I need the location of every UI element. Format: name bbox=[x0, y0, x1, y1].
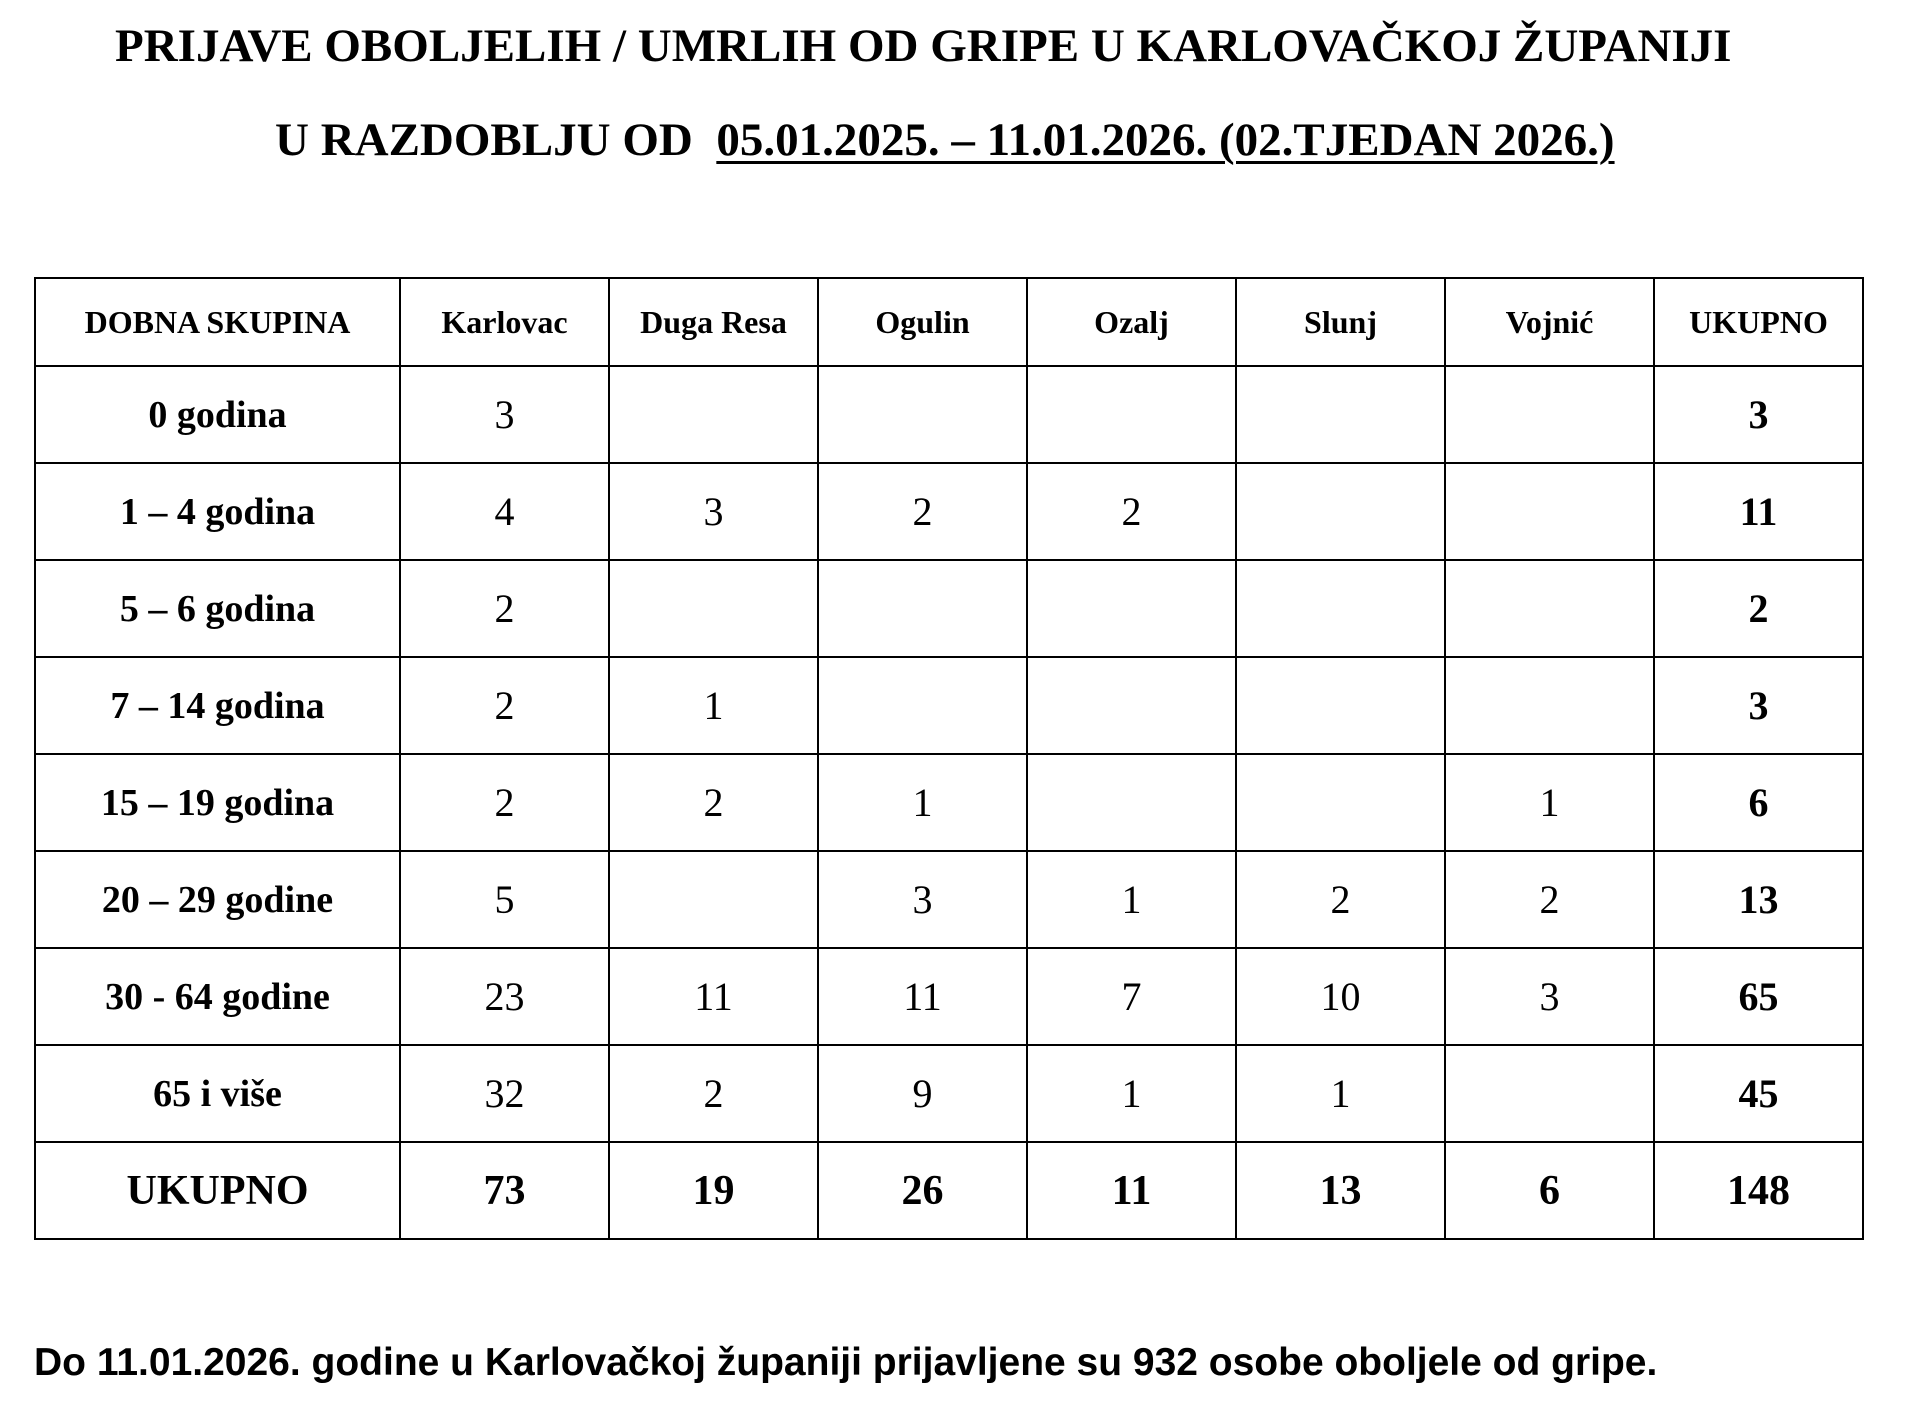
table-cell: 10 bbox=[1236, 948, 1445, 1045]
table-row bbox=[35, 463, 1863, 560]
table-cell bbox=[609, 851, 818, 948]
table-cell bbox=[818, 366, 1027, 463]
column-header: UKUPNO bbox=[1654, 278, 1863, 366]
table-cell: 32 bbox=[400, 1045, 609, 1142]
table-total-row bbox=[35, 1142, 1863, 1239]
table-cell bbox=[1445, 560, 1654, 657]
table-cell: 2 bbox=[400, 560, 609, 657]
table-cell bbox=[1445, 366, 1654, 463]
table-cell: 3 bbox=[609, 463, 818, 560]
age-group-label: 30 - 64 godine bbox=[35, 948, 400, 1045]
table-cell: 9 bbox=[818, 1045, 1027, 1142]
table-cell: 1 bbox=[1236, 1045, 1445, 1142]
column-header-age-group: DOBNA SKUPINA bbox=[35, 278, 400, 366]
table-cell: 1 bbox=[1445, 754, 1654, 851]
table-cell: 11 bbox=[609, 948, 818, 1045]
table-cell: 3 bbox=[1445, 948, 1654, 1045]
table-cell bbox=[1236, 366, 1445, 463]
table-cell: 3 bbox=[818, 851, 1027, 948]
column-header: Ozalj bbox=[1027, 278, 1236, 366]
table-cell: 2 bbox=[609, 1045, 818, 1142]
row-total-cell: 45 bbox=[1654, 1045, 1863, 1142]
table-cell: 5 bbox=[400, 851, 609, 948]
table-cell bbox=[818, 657, 1027, 754]
total-cell: 73 bbox=[400, 1142, 609, 1239]
table-row bbox=[35, 851, 1863, 948]
row-total-cell: 6 bbox=[1654, 754, 1863, 851]
table-cell: 7 bbox=[1027, 948, 1236, 1045]
total-cell: 13 bbox=[1236, 1142, 1445, 1239]
row-total-cell: 3 bbox=[1654, 366, 1863, 463]
table-row bbox=[35, 1045, 1863, 1142]
table-row bbox=[35, 366, 1863, 463]
table-cell bbox=[1236, 463, 1445, 560]
total-cell: 26 bbox=[818, 1142, 1027, 1239]
column-header: Vojnić bbox=[1445, 278, 1654, 366]
table-cell: 2 bbox=[400, 754, 609, 851]
table-cell bbox=[1445, 657, 1654, 754]
flu-cases-table bbox=[34, 277, 1864, 1240]
age-group-label: 15 – 19 godina bbox=[35, 754, 400, 851]
age-group-label: 5 – 6 godina bbox=[35, 560, 400, 657]
flu-cases-table-container bbox=[34, 277, 1864, 1240]
total-cell: 11 bbox=[1027, 1142, 1236, 1239]
table-row bbox=[35, 754, 1863, 851]
reporting-period: 05.01.2025. – 11.01.2026. (02.TJEDAN 2026.) bbox=[716, 114, 1615, 166]
table-cell: 1 bbox=[609, 657, 818, 754]
row-total-cell: 11 bbox=[1654, 463, 1863, 560]
table-header-row bbox=[35, 278, 1863, 366]
row-total-cell: 3 bbox=[1654, 657, 1863, 754]
table-cell bbox=[1027, 754, 1236, 851]
table-row bbox=[35, 948, 1863, 1045]
total-cell: 148 bbox=[1654, 1142, 1863, 1239]
column-header: Ogulin bbox=[818, 278, 1027, 366]
table-cell: 2 bbox=[1027, 463, 1236, 560]
table-cell bbox=[1236, 560, 1445, 657]
summary-note: Do 11.01.2026. godine u Karlovačkoj županiji prijavljene su 932 osobe oboljele od gripe. bbox=[34, 1341, 1658, 1384]
age-group-label: 65 i više bbox=[35, 1045, 400, 1142]
table-cell: 2 bbox=[1445, 851, 1654, 948]
table-cell: 2 bbox=[400, 657, 609, 754]
table-cell: 1 bbox=[1027, 851, 1236, 948]
table-cell bbox=[1236, 657, 1445, 754]
column-header: Duga Resa bbox=[609, 278, 818, 366]
table-cell bbox=[1445, 1045, 1654, 1142]
table-cell: 11 bbox=[818, 948, 1027, 1045]
table-cell: 1 bbox=[818, 754, 1027, 851]
table-cell: 1 bbox=[1027, 1045, 1236, 1142]
total-cell: 19 bbox=[609, 1142, 818, 1239]
table-cell bbox=[1027, 366, 1236, 463]
column-header: Slunj bbox=[1236, 278, 1445, 366]
total-row-label: UKUPNO bbox=[35, 1142, 400, 1239]
table-cell bbox=[1445, 463, 1654, 560]
table-cell: 2 bbox=[609, 754, 818, 851]
total-cell: 6 bbox=[1445, 1142, 1654, 1239]
table-cell: 2 bbox=[1236, 851, 1445, 948]
document-subtitle bbox=[275, 114, 1615, 166]
table-cell bbox=[609, 560, 818, 657]
document-title: PRIJAVE OBOLJELIH / UMRLIH OD GRIPE U KARLOVAČKOJ ŽUPANIJI bbox=[115, 20, 1732, 72]
table-body bbox=[35, 366, 1863, 1239]
row-total-cell: 2 bbox=[1654, 560, 1863, 657]
table-row bbox=[35, 657, 1863, 754]
table-cell bbox=[1027, 560, 1236, 657]
table-cell: 3 bbox=[400, 366, 609, 463]
table-cell: 4 bbox=[400, 463, 609, 560]
column-header: Karlovac bbox=[400, 278, 609, 366]
subtitle-prefix: U RAZDOBLJU OD bbox=[275, 114, 693, 166]
age-group-label: 7 – 14 godina bbox=[35, 657, 400, 754]
table-cell bbox=[1027, 657, 1236, 754]
table-cell bbox=[1236, 754, 1445, 851]
age-group-label: 0 godina bbox=[35, 366, 400, 463]
table-cell bbox=[818, 560, 1027, 657]
row-total-cell: 65 bbox=[1654, 948, 1863, 1045]
row-total-cell: 13 bbox=[1654, 851, 1863, 948]
age-group-label: 20 – 29 godine bbox=[35, 851, 400, 948]
table-row bbox=[35, 560, 1863, 657]
age-group-label: 1 – 4 godina bbox=[35, 463, 400, 560]
table-cell: 2 bbox=[818, 463, 1027, 560]
table-cell: 23 bbox=[400, 948, 609, 1045]
table-cell bbox=[609, 366, 818, 463]
